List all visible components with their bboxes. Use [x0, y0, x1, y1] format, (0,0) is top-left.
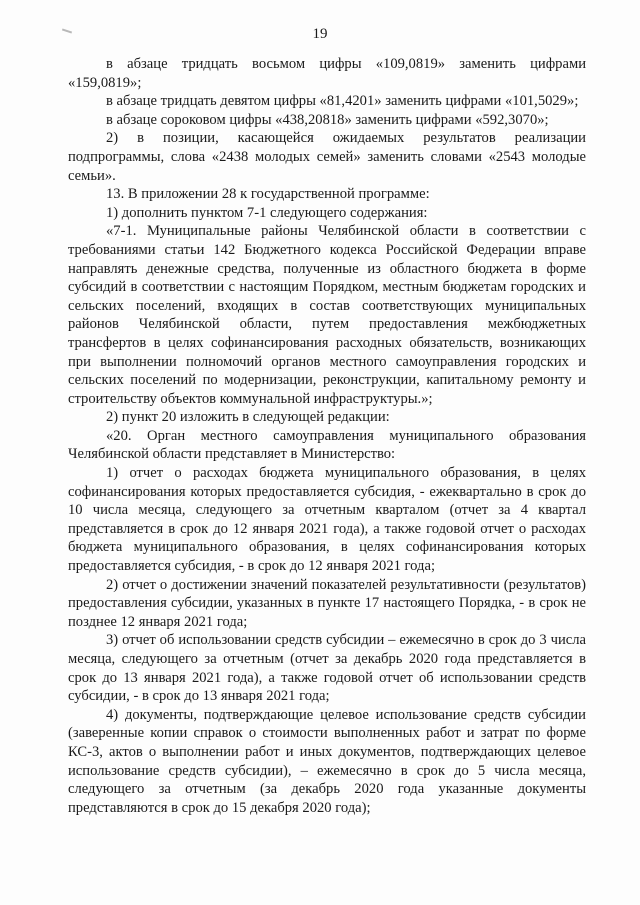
paragraph-report-4: 4) документы, подтверждающие целевое использование средств субсидии (заверенные копии справок о стоимости выполненных работ и затрат по форме КС-3, актов о выполнении работ и иных документов, подтверждающих целевое использование средств субсидии), – ежемесячно в срок до 5 числа месяца, следующего за отчетным (за декабрь 2020 года указанные документы представляются в срок до 15 декабря 2020 года); — [68, 706, 586, 816]
paragraph-item-1-add: 1) дополнить пунктом 7-1 следующего содержания: — [106, 204, 428, 221]
document-body — [68, 55, 586, 817]
paragraph-abzac-39: в абзаце тридцать девятом цифры «81,4201» заменить цифрами «101,5029»; — [106, 93, 579, 110]
paragraph-abzac-38: в абзаце тридцать восьмом цифры «109,0819» заменить цифрами «159,0819»; — [68, 56, 586, 91]
paragraph-clause-7-1: «7-1. Муниципальные районы Челябинской области в соответствии с требованиями статьи 142 Бюджетного кодекса Российской Федерации вправе направлять денежные средства, полученные из областного бюджета в форме субсидий в соответствии с настоящим Порядком, местным бюджетам городских и сельских поселений, входящих в состав соответствующих муниципальных районов Челябинской области, путем предоставления межбюджетных трансфертов в целях софинансирования расходных обязательств, возникающих при выполнении полномочий органов местного самоуправления городских и сельских поселений по модернизации, реконструкции, капитальному ремонту и строительству объектов коммунальной инфраструктуры.»; — [68, 223, 586, 407]
paragraph-report-1: 1) отчет о расходах бюджета муниципального образования, в целях софинансирования которых предоставляется субсидия, - ежеквартально в срок до 10 числа месяца, следующего за отчетным кварталом (отчет за 4 квартал представляется в срок до 12 января 2021 года), а также годовой отчет о расходах бюджета муниципального образования, в целях софинансирования которых предоставляется субсидия, - в срок до 12 января 2021 года; — [68, 465, 586, 575]
paragraph-report-3: 3) отчет об использовании средств субсидии – ежемесячно в срок до 3 числа месяца, следующего за отчетным (отчет за декабрь 2020 года представляется в срок до 13 января 2021 года), а также годовой отчет об использовании средств субсидии, - в срок до 13 января 2021 года; — [68, 632, 586, 705]
page-number: 19 — [312, 26, 328, 42]
paragraph-report-2: 2) отчет о достижении значений показателей результативности (результатов) предоставления субсидии, указанных в пункте 17 настоящего Порядка, - в срок не позднее 12 января 2021 года; — [68, 576, 586, 630]
paragraph-clause-20: «20. Орган местного самоуправления муниципального образования Челябинской области представляет в Министерство: — [68, 427, 586, 463]
paragraph-item-2-clause-20: 2) пункт 20 изложить в следующей редакции: — [106, 409, 390, 426]
paragraph-abzac-40: в абзаце сороковом цифры «438,20818» заменить цифрами «592,3070»; — [106, 111, 549, 128]
paragraph-section-13: 13. В приложении 28 к государственной программе: — [106, 186, 430, 203]
paragraph-item-2-results: 2) в позиции, касающейся ожидаемых результатов реализации подпрограммы, слова «2438 молодых семей» заменить словами «2543 молодые семьи». — [68, 130, 586, 184]
